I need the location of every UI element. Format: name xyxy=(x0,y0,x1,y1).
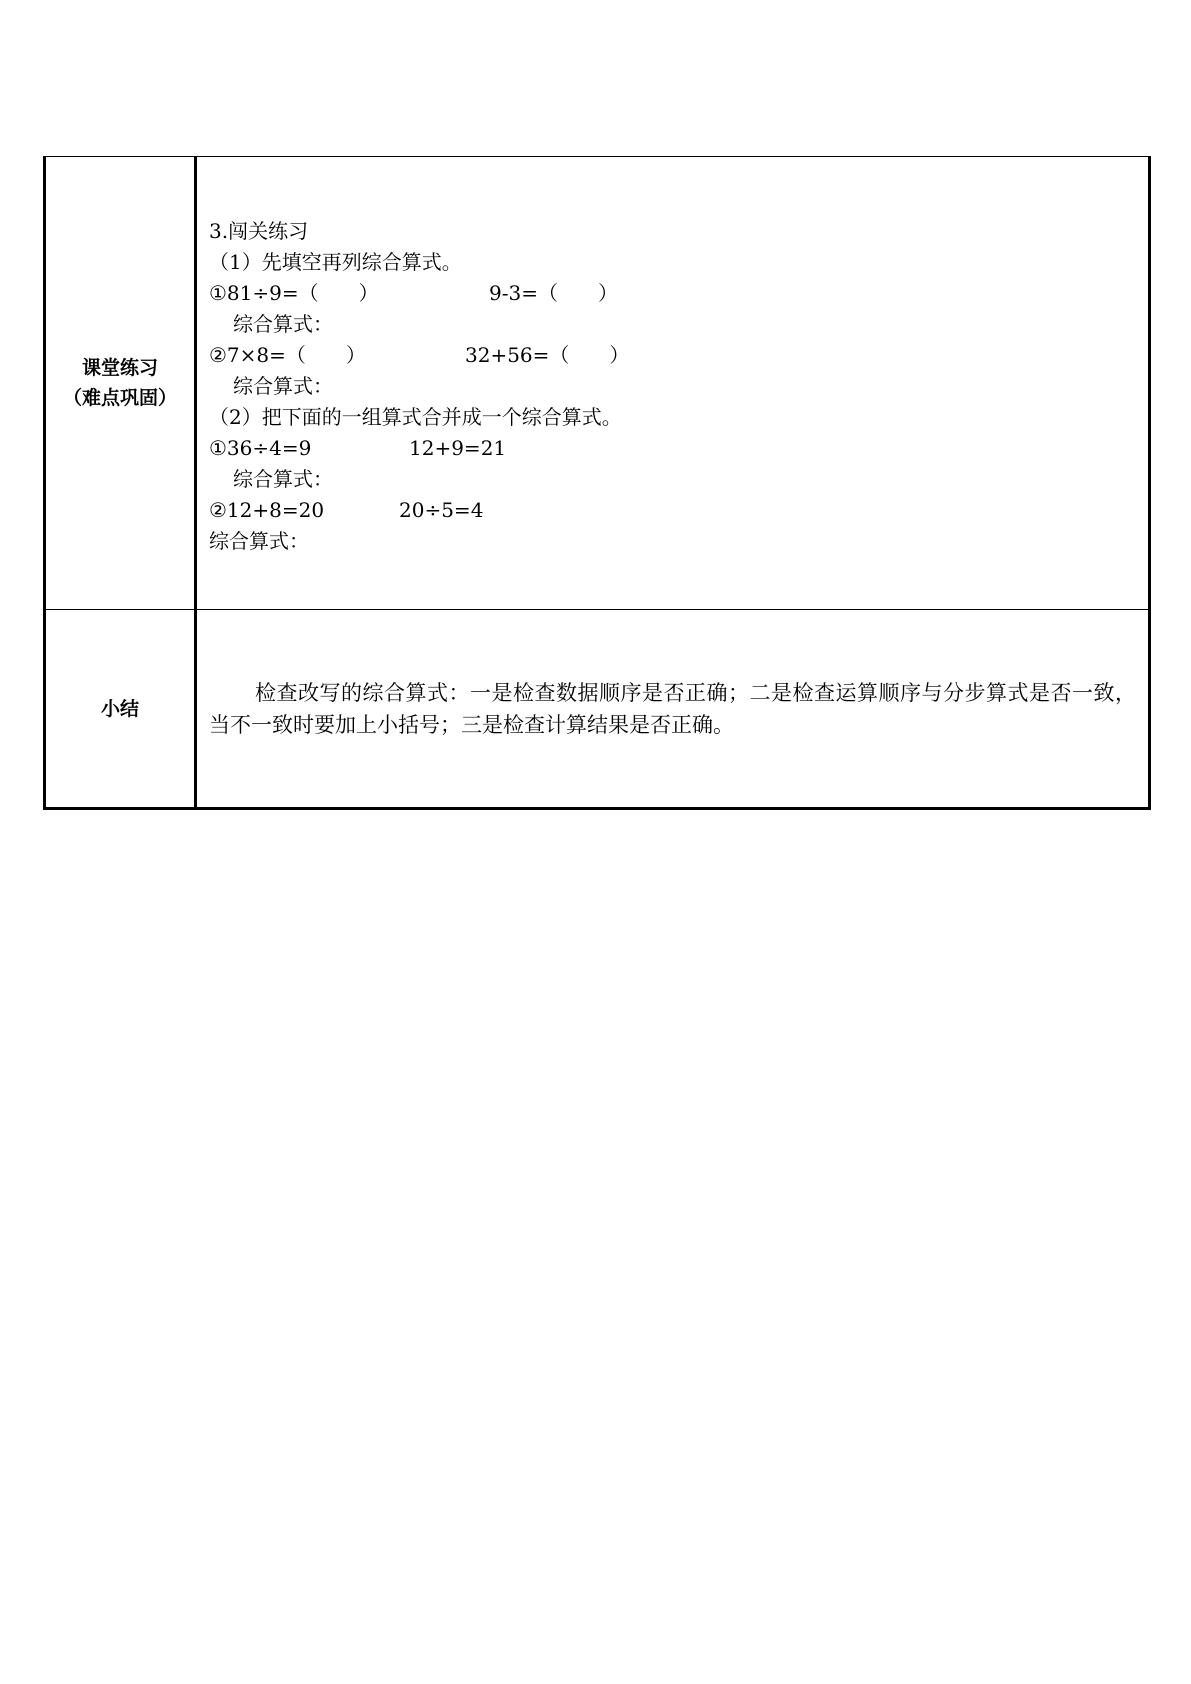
question-2 xyxy=(209,340,1138,371)
summary-label-cell xyxy=(45,610,196,809)
question-4-right: 20÷5=4 xyxy=(399,497,484,522)
question-4-left: ②12+8=20 xyxy=(209,497,325,522)
part1-title: （1）先填空再列综合算式。 xyxy=(209,249,462,274)
question-1-formula: 综合算式： xyxy=(233,311,333,336)
summary-content-cell xyxy=(196,610,1150,809)
practice-label: 课堂练习 xyxy=(81,357,158,379)
practice-content-cell xyxy=(196,157,1150,610)
practice-sublabel: （难点巩固） xyxy=(62,387,177,409)
question-3-right: 12+9=21 xyxy=(409,435,507,460)
practice-content xyxy=(197,160,1148,607)
practice-label-cell xyxy=(45,157,196,610)
question-2-formula: 综合算式： xyxy=(233,373,333,398)
question-2-right: 32+56=（ ） xyxy=(465,342,630,367)
summary-text: 检查改写的综合算式：一是检查数据顺序是否正确；二是检查运算顺序与分步算式是否一致，当不一致时要加上小括号；三是检查计算结果是否正确。 xyxy=(209,680,1136,737)
question-3 xyxy=(209,433,1138,464)
question-4 xyxy=(209,495,1138,526)
part2-title: （2）把下面的一组算式合并成一个综合算式。 xyxy=(209,404,622,429)
practice-row xyxy=(45,157,1150,610)
question-1-left: ①81÷9=（ ） xyxy=(209,280,379,305)
summary-row xyxy=(45,610,1150,809)
exercise-heading: 3.闯关练习 xyxy=(209,218,309,243)
question-3-left: ①36÷4=9 xyxy=(209,435,312,460)
question-1 xyxy=(209,278,1138,309)
question-4-formula: 综合算式： xyxy=(209,528,309,553)
question-1-right: 9-3=（ ） xyxy=(489,280,618,305)
summary-label: 小结 xyxy=(100,697,139,720)
question-3-formula: 综合算式： xyxy=(233,466,333,491)
question-2-left: ②7×8=（ ） xyxy=(209,342,366,367)
lesson-table xyxy=(43,156,1151,810)
